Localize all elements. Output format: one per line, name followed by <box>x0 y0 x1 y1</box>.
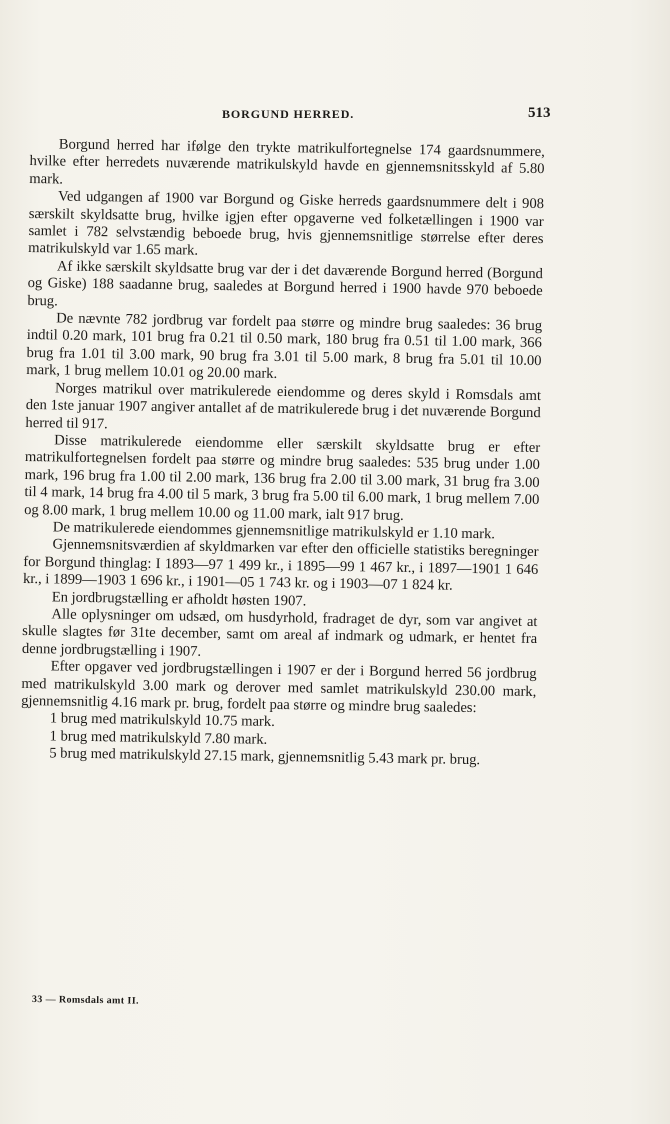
running-head: BORGUND HERRED. <box>222 107 355 121</box>
signature-mark: 33 — Romsdals amt II. <box>31 994 140 1007</box>
paragraph: Alle oplysninger om udsæd, om husdyrhold, fradraget de dyr, som var angivet at skulle slagtes før 31te december, samt om areal af indmark og udmark, er hentet fra denne jordbrugstælling i 1907. <box>21 606 538 660</box>
paragraph: Borgund herred har ifølge den trykte matrikulfortegnelse 174 gaardsnummere, hvilke efter herredets nuværende matrikulskyld havde en gjennemsnitsskyld af 5.80 mark. <box>29 136 545 188</box>
paragraph: De matrikulerede eiendommes gjennemsnitlige matrikulskyld er 1.10 mark. <box>52 519 496 543</box>
paragraph: De nævnte 782 jordbrug var fordelt paa større og mindre brug saaledes: 36 brug indtil 0.20 mark, 101 brug fra 0.21 til 0.50 mark, 180 brug fra 0.51 til 1.00 mark, 366 brug fra 1.01 til 3.00 mark, 90 brug fra 3.01 til 5.00 mark, 8 brug fra 5.01 til 10.00 mark, 1 brug mellem 10.01 og 20.00 mark. <box>26 310 543 383</box>
paragraph: Disse matrikulerede eiendomme eller særskilt skyldsatte brug er efter matrikulfortegnelsen fordelt paa større og mindre brug saaledes: 535 brug under 1.00 mark, 196 brug fra 1.00 til 2.00 mark, 136 brug fra 2.00 til 3.00 mark, 31 brug fra 3.00 til 4 mark, 14 brug fra 4.00 til 5 mark, 3 brug fra 5.00 til 6.00 mark, 1 brug mellem 7.00 og 8.00 mark, 1 brug mellem 10.00 og 11.00 mark, ialt 917 brug. <box>24 432 541 524</box>
page-number: 513 <box>528 105 551 121</box>
body-text <box>20 136 545 771</box>
paragraph: Gjennemsnitsværdien af skyldmarken var efter den officielle statistiks beregninger for Borgund thinglag: I 1893—97 1 499 kr., i 1895—99 1 467 kr., i 1897—1901 1 646 kr., i 1899—1903 1 696 kr., i 1901—05 1 743 kr. og i 1903—07 1 824 kr. <box>22 536 539 594</box>
list-item: 1 brug med matrikulskyld 10.75 mark. <box>49 710 275 731</box>
paragraph: En jordbrugstælling er afholdt høsten 1907. <box>51 588 307 609</box>
list-item: 1 brug med matrikulskyld 7.80 mark. <box>49 728 268 748</box>
paragraph: Ved udgangen af 1900 var Borgund og Giske herreds gaardsnummere delt i 908 særskilt skyldsatte brug, hvilke igjen efter opgaverne ved folketællingen i 1900 var samlet i 782 selvstændig beboede brug, hvis gjennemsnitlige størrelse efter deres matrikulskyld var 1.65 mark. <box>28 188 545 260</box>
paragraph: Efter opgaver ved jordbrugstællingen i 1907 er der i Borgund herred 56 jordbrug med matrikulskyld 3.00 mark og derover med samlet matrikulskyld 230.00 mark, gjennemsnitlig 4.16 mark pr. brug, fordelt paa større og mindre brug saaledes: <box>20 658 537 717</box>
paragraph: Af ikke særskilt skyldsatte brug var der i det daværende Borgund herred (Borgund og Giske) 188 saadanne brug, saaledes at Borgund herred i 1900 havde 970 beboede brug. <box>27 258 544 310</box>
paragraph: Norges matrikul over matrikulerede eiendomme og deres skyld i Romsdals amt den 1ste januar 1907 angiver antallet af de matrikulerede brug i det nuværende Borgund herred til 917. <box>25 380 542 432</box>
list-item: 5 brug med matrikulskyld 27.15 mark, gjennemsnitlig 5.43 mark pr. brug. <box>49 745 481 769</box>
